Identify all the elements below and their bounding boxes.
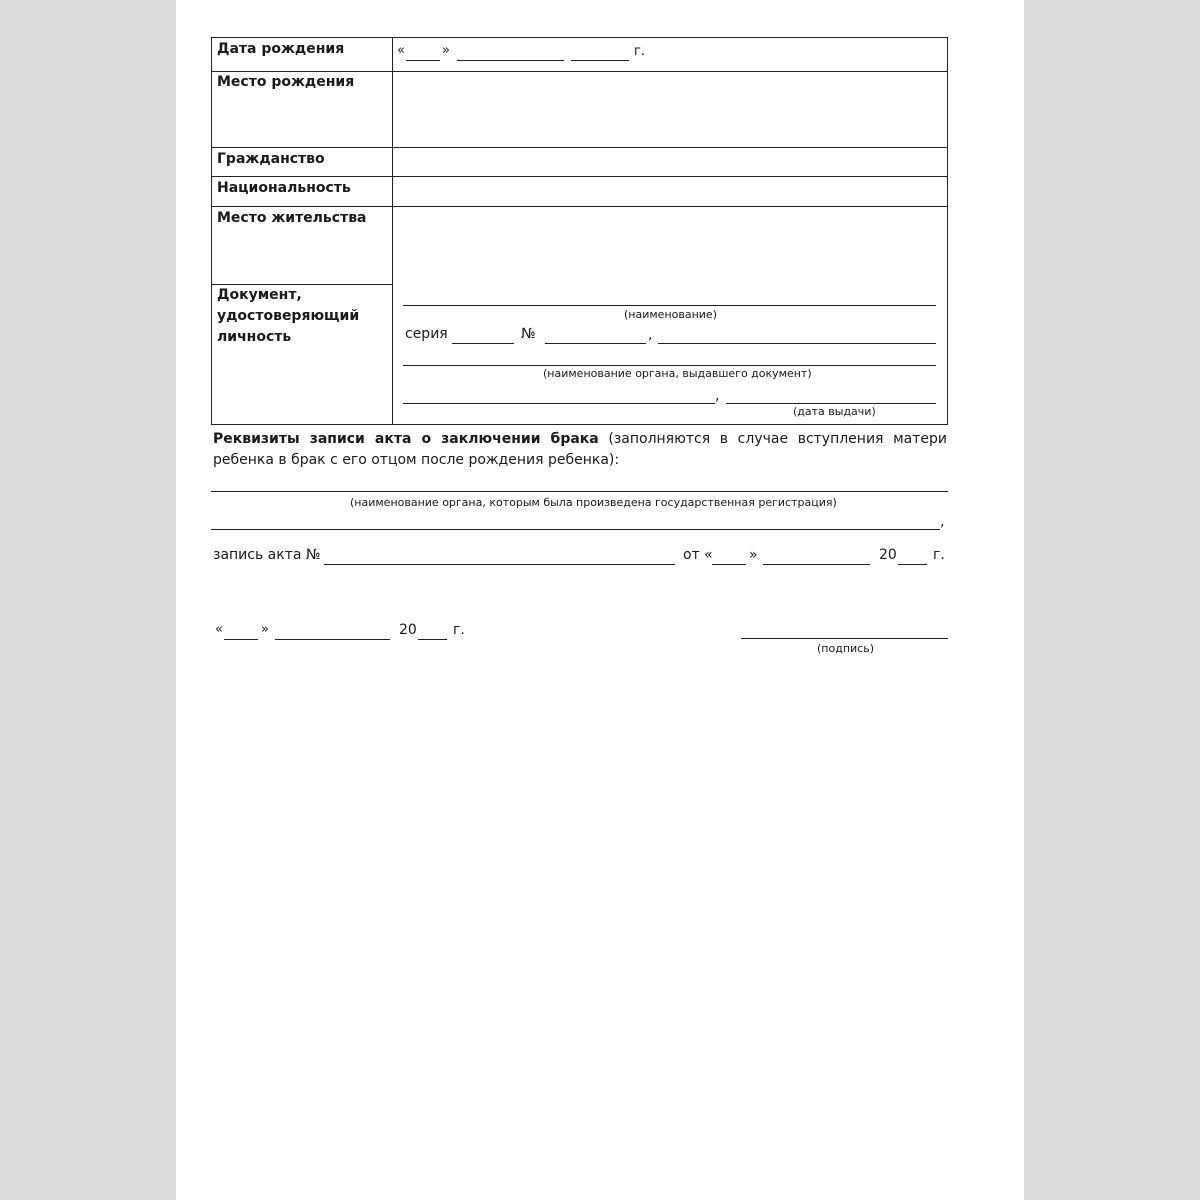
document-extra-field[interactable]: [658, 343, 936, 344]
issuer-field-continued[interactable]: [403, 403, 715, 404]
label-birth-date: Дата рождения: [217, 41, 345, 57]
record-day-field[interactable]: [712, 564, 746, 565]
footer-month-field[interactable]: [275, 639, 390, 640]
table-border-left: [211, 37, 212, 425]
label-identity-document: Документ, удостоверяющий личность: [217, 287, 360, 345]
label-birth-place: Место рождения: [217, 74, 355, 90]
record-date-close-quote: »: [749, 547, 758, 563]
record-century: 20: [879, 547, 897, 563]
record-date-from-label: от «: [683, 547, 713, 563]
birth-day-field[interactable]: [406, 60, 440, 61]
registration-organ-field[interactable]: [211, 491, 948, 492]
record-year-suffix: г.: [933, 547, 945, 563]
series-label: серия: [405, 326, 448, 342]
footer-close-quote: »: [261, 622, 269, 637]
signature-field[interactable]: [741, 638, 948, 639]
record-month-field[interactable]: [763, 564, 870, 565]
footer-century: 20: [399, 622, 417, 638]
issue-date-caption: (дата выдачи): [793, 405, 876, 418]
number-comma: ,: [648, 327, 653, 343]
issuer-caption: (наименование органа, выдавшего документ): [543, 367, 812, 380]
document-name-caption: (наименование): [624, 308, 717, 321]
registration-organ-caption: (наименование органа, которым была произведена государственная регистрация): [350, 496, 837, 509]
marriage-heading-rest: (заполняются в случае вступления матери ребенка в брак с его отцом после рождения ребенка):: [213, 431, 947, 468]
signature-caption: (подпись): [817, 642, 874, 655]
document-number-field[interactable]: [545, 343, 646, 344]
birth-date-close-quote: »: [442, 43, 450, 58]
table-border-right: [947, 37, 948, 425]
table-border-bottom: [211, 424, 948, 425]
record-number-label: запись акта №: [213, 547, 321, 563]
footer-year-field[interactable]: [418, 639, 447, 640]
table-row-divider: [211, 206, 948, 207]
birth-date-open-quote: «: [397, 43, 405, 58]
number-label: №: [521, 326, 536, 342]
issuer-comma: ,: [715, 388, 720, 404]
footer-day-field[interactable]: [224, 639, 258, 640]
birth-date-year-suffix: г.: [634, 44, 645, 59]
table-row-divider: [211, 147, 948, 148]
issuer-field[interactable]: [403, 365, 936, 366]
table-column-divider: [392, 37, 393, 425]
record-year-field[interactable]: [898, 564, 927, 565]
issue-date-field[interactable]: [726, 403, 936, 404]
label-residence: Место жительства: [217, 210, 367, 226]
record-number-field[interactable]: [324, 564, 675, 565]
label-nationality: Национальность: [217, 180, 351, 196]
registration-organ-field-continued[interactable]: [211, 529, 940, 530]
table-border-top: [211, 37, 948, 38]
table-row-divider: [211, 176, 948, 177]
marriage-heading-bold: Реквизиты записи акта о заключении брака: [213, 431, 599, 447]
label-citizenship: Гражданство: [217, 151, 325, 167]
footer-open-quote: «: [215, 622, 223, 637]
birth-year-field[interactable]: [571, 60, 629, 61]
registration-organ-comma: ,: [940, 514, 945, 530]
marriage-heading: [213, 429, 947, 471]
footer-year-suffix: г.: [453, 622, 465, 638]
birth-month-field[interactable]: [457, 60, 564, 61]
document-series-field[interactable]: [452, 343, 514, 344]
document-name-field[interactable]: [403, 305, 936, 306]
